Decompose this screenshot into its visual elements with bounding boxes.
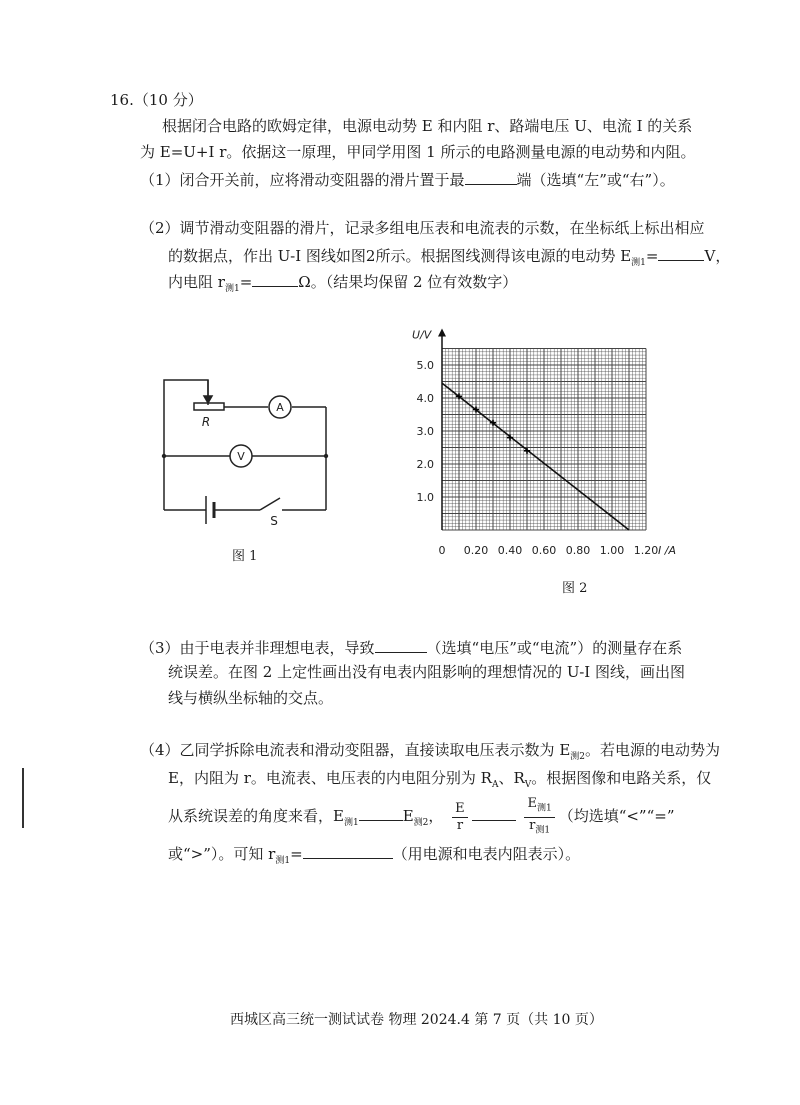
switch-blade	[260, 498, 280, 510]
y-tick-label: 1.0	[416, 491, 434, 504]
question-number: 16.	[110, 91, 134, 109]
answer-blank-3[interactable]	[375, 636, 427, 653]
rheostat-label: R	[201, 415, 211, 429]
x-tick-label: 1.20	[633, 544, 659, 557]
answer-blank-4b[interactable]	[472, 804, 516, 821]
figure1-caption: 图 1	[232, 549, 258, 564]
answer-blank-r[interactable]	[252, 270, 298, 287]
origin-label: 0	[438, 544, 446, 557]
fraction-e-over-r: $\frac{E}{r}$	[452, 801, 468, 834]
question-header	[110, 90, 203, 110]
part2-line-2: 的数据点，作出 U-I 图线如图2所示。根据图线测得该电源的电动势 $E_{测1}= V$，	[168, 244, 730, 273]
part4-line-1: （4）乙同学拆除电流表和滑动变阻器，直接读取电压表示数为 $E_{测2}$。若电源的电动势为	[140, 741, 721, 762]
x-tick-label: 0.60	[531, 544, 557, 557]
scan-mark	[20, 768, 26, 828]
ammeter-label: A	[276, 401, 284, 414]
fraction-e1-over-r1: $\frac{E_{测1}}{r_{测1}}$	[524, 796, 554, 838]
part2-line-3: 内电阻 $r_{测1}= \Omega$。（结果均保留 2 位有效数字）	[168, 270, 517, 299]
rheostat	[194, 403, 224, 410]
y-tick-label: 4.0	[416, 392, 434, 405]
circuit-diagram	[150, 370, 340, 530]
x-axis-label: I /A	[658, 544, 676, 557]
x-tick-label: 0.40	[497, 544, 523, 557]
part4-line-4: 或“>”）。可知 $r_{测1}=$ （用电源和电表内阻表示）。	[168, 842, 580, 871]
part3-line-3: 线与横纵坐标轴的交点。	[168, 689, 334, 707]
question-points: （10 分）	[133, 91, 203, 109]
x-tick-label: 0.80	[565, 544, 591, 557]
voltmeter-label: V	[237, 450, 245, 463]
part4-line-2: E，内阻为 r。电流表、电压表的内电阻分别为 $R_A$、$R_V$。根据图像和电路关系，仅	[168, 769, 712, 790]
answer-blank-4c[interactable]	[303, 842, 393, 859]
fit-line	[442, 383, 629, 530]
y-tick-label: 5.0	[416, 359, 434, 372]
part3-line-2: 统误差。在图 2 上定性画出没有电表内阻影响的理想情况的 U-I 图线，画出图	[168, 663, 685, 681]
page-footer: 西城区高三统一测试试卷 物理 2024.4 第 7 页（共 10 页）	[230, 1012, 603, 1028]
switch-label: S	[270, 514, 278, 528]
answer-blank-emf[interactable]	[658, 244, 704, 261]
intro-line-2: 为 E=U+I r。依据这一原理，甲同学用图 1 所示的电路测量电源的电动势和内阻。	[140, 143, 696, 161]
part3-line-1: （3）由于电表并非理想电表，导致 （选填“电压”或“电流”）的测量存在系	[140, 636, 682, 658]
part1-line: （1）闭合开关前，应将滑动变阻器的滑片置于最 端（选填“左”或“右”）。	[140, 168, 675, 190]
answer-blank-1[interactable]	[465, 168, 517, 185]
slider-arrow	[204, 396, 212, 403]
y-axis-arrow	[438, 329, 446, 337]
y-tick-label: 3.0	[416, 425, 434, 438]
part4-line-3: 从系统误差的角度来看，$E_{测1}$ $E_{测2}$， $\frac{E}{r}$ $\frac{E_{测1}}{r_{测1}}$ （均选填“<”“=”	[168, 796, 675, 841]
answer-blank-4a[interactable]	[359, 804, 403, 821]
y-axis-label: U/V	[412, 328, 432, 342]
x-tick-label: 1.00	[599, 544, 625, 557]
intro-line-1: 根据闭合电路的欧姆定律，电源电动势 E 和内阻 r、路端电压 U、电流 I 的关系	[162, 117, 693, 135]
y-tick-label: 2.0	[416, 458, 434, 471]
ui-graph	[400, 320, 690, 565]
part2-line-1: （2）调节滑动变阻器的滑片，记录多组电压表和电流表的示数，在坐标纸上标出相应	[140, 219, 705, 237]
x-tick-label: 0.20	[463, 544, 489, 557]
figure2-caption: 图 2	[562, 581, 588, 596]
